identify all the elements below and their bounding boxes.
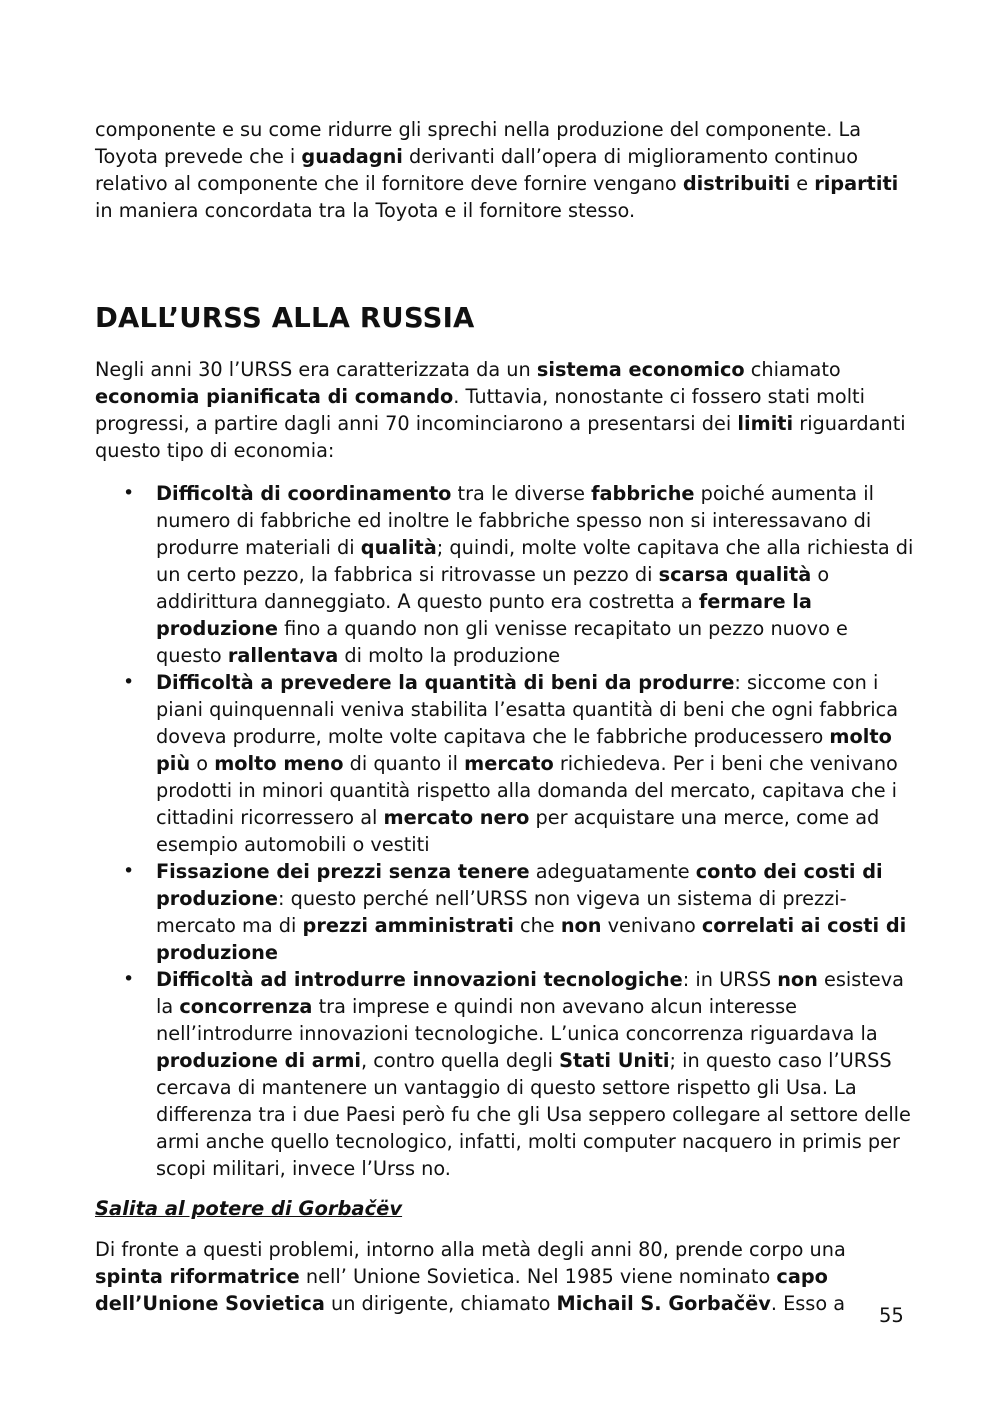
- document-page: [95, 116, 915, 1317]
- bold-term: Fissazione dei prezzi senza tenere: [156, 860, 530, 883]
- bullet-icon: •: [123, 671, 135, 693]
- list-item-text: Fissazione dei prezzi senza tenere adeguatamente conto dei costi di produzione: questo perché nell’URSS non vigeva un sistema di prezzi-mercato ma di prezzi amministrati che non venivano correlati ai costi di produzione: [156, 860, 907, 964]
- bold-term: limiti: [737, 412, 794, 435]
- list-item: [95, 966, 915, 1182]
- bold-term: rallentava: [227, 644, 339, 667]
- bold-term: Michail S. Gorbačëv: [556, 1292, 771, 1315]
- page-number: 55: [879, 1304, 904, 1327]
- bullet-icon: •: [123, 968, 135, 990]
- bold-term: prezzi amministrati: [302, 914, 514, 937]
- bold-term: ripartiti: [814, 172, 899, 195]
- list-item-text: Difficoltà ad introdurre innovazioni tecnologiche: in URSS non esisteva la concorrenza tra imprese e quindi non avevano alcun interesse nell’introdurre innovazioni tecnologiche. L’unica concorrenza riguardava la produzione di armi, contro quella degli Stati Uniti; in questo caso l’URSS cercava di mantenere un vantaggio di questo settore rispetto gli Usa. La differenza tra i due Paesi però fu che gli Usa seppero collegare al settore delle armi anche quello tecnologico, infatti, molti computer nacquero in primis per scopi militari, invece l’Urss no.: [156, 968, 911, 1180]
- bold-term: correlati ai costi di produzione: [156, 914, 907, 964]
- bold-term: Difficoltà a prevedere la quantità di beni da produrre: [156, 671, 735, 694]
- bullet-icon: •: [123, 860, 135, 882]
- subsection-heading: Salita al potere di Gorbačëv: [95, 1197, 403, 1220]
- bold-term: non: [560, 914, 602, 937]
- bold-term: scarsa qualità: [658, 563, 812, 586]
- list-item-text: Difficoltà a prevedere la quantità di beni da produrre: siccome con i piani quinquennali veniva stabilita l’esatta quantità di beni che ogni fabbrica doveva produrre, molte volte capitava che le fabbriche producessero molto più o molto meno di quanto il mercato richiedeva. Per i beni che venivano prodotti in minori quantità rispetto alla domanda del mercato, capitava che i cittadini ricorressero al mercato nero per acquistare una merce, come ad esempio automobili o vestiti: [156, 671, 899, 856]
- bold-term: molto meno: [214, 752, 344, 775]
- bold-term: Difficoltà di coordinamento: [156, 482, 452, 505]
- bold-term: molto più: [156, 725, 892, 775]
- bold-term: Difficoltà ad introdurre innovazioni tecnologiche: [156, 968, 683, 991]
- list-item-text: Difficoltà di coordinamento tra le diverse fabbriche poiché aumenta il numero di fabbriche ed inoltre le fabbriche spesso non si interessavano di produrre materiali di qualità; quindi, molte volte capitava che alla richiesta di un certo pezzo, la fabbrica si ritrovasse un pezzo di scarsa qualità o addirittura danneggiato. A questo punto era costretta a fermare la produzione fino a quando non gli venisse recapitato un pezzo nuovo e questo rallentava di molto la produzione: [156, 482, 914, 667]
- bold-term: guadagni: [301, 145, 403, 168]
- limits-list: [95, 480, 915, 1182]
- bold-term: non: [777, 968, 818, 991]
- section-heading: DALL’URSS ALLA RUSSIA: [95, 302, 475, 334]
- bold-term: conto dei costi di produzione: [156, 860, 883, 910]
- intro-paragraph: componente e su come ridurre gli sprechi nella produzione del componente. La Toyota prevede che i guadagni derivanti dall’opera di miglioramento continuo relativo al componente che il fornitore deve fornire vengano distribuiti e ripartiti in maniera concordata tra la Toyota e il fornitore stesso.: [95, 118, 899, 222]
- bold-term: produzione di armi: [156, 1049, 362, 1072]
- bold-term: distribuiti: [682, 172, 791, 195]
- list-item: [95, 480, 915, 669]
- closing-paragraph: Di fronte a questi problemi, intorno alla metà degli anni 80, prende corpo una spinta riformatrice nell’ Unione Sovietica. Nel 1985 viene nominato capo dell’Unione Sovietica un dirigente, chiamato Michail S. Gorbačëv. Esso a: [95, 1238, 846, 1315]
- bold-term: Stati Uniti: [559, 1049, 670, 1072]
- bold-term: economia pianificata di comando: [95, 385, 454, 408]
- bullet-icon: •: [123, 482, 135, 504]
- bold-term: mercato: [464, 752, 554, 775]
- bold-term: fermare la produzione: [156, 590, 812, 640]
- lead-paragraph: Negli anni 30 l’URSS era caratterizzata da un sistema economico chiamato economia pianificata di comando. Tuttavia, nonostante ci fossero stati molti progressi, a partire dagli anni 70 incominciarono a presentarsi dei limiti riguardanti questo tipo di economia:: [95, 358, 906, 462]
- bold-term: fabbriche: [591, 482, 695, 505]
- bold-term: mercato nero: [383, 806, 530, 829]
- list-item: [95, 669, 915, 858]
- bold-term: concorrenza: [179, 995, 313, 1018]
- bold-term: sistema economico: [536, 358, 745, 381]
- list-item: [95, 858, 915, 966]
- bold-term: capo dell’Unione Sovietica: [95, 1265, 828, 1315]
- bold-term: qualità: [360, 536, 437, 559]
- bold-term: spinta riformatrice: [95, 1265, 300, 1288]
